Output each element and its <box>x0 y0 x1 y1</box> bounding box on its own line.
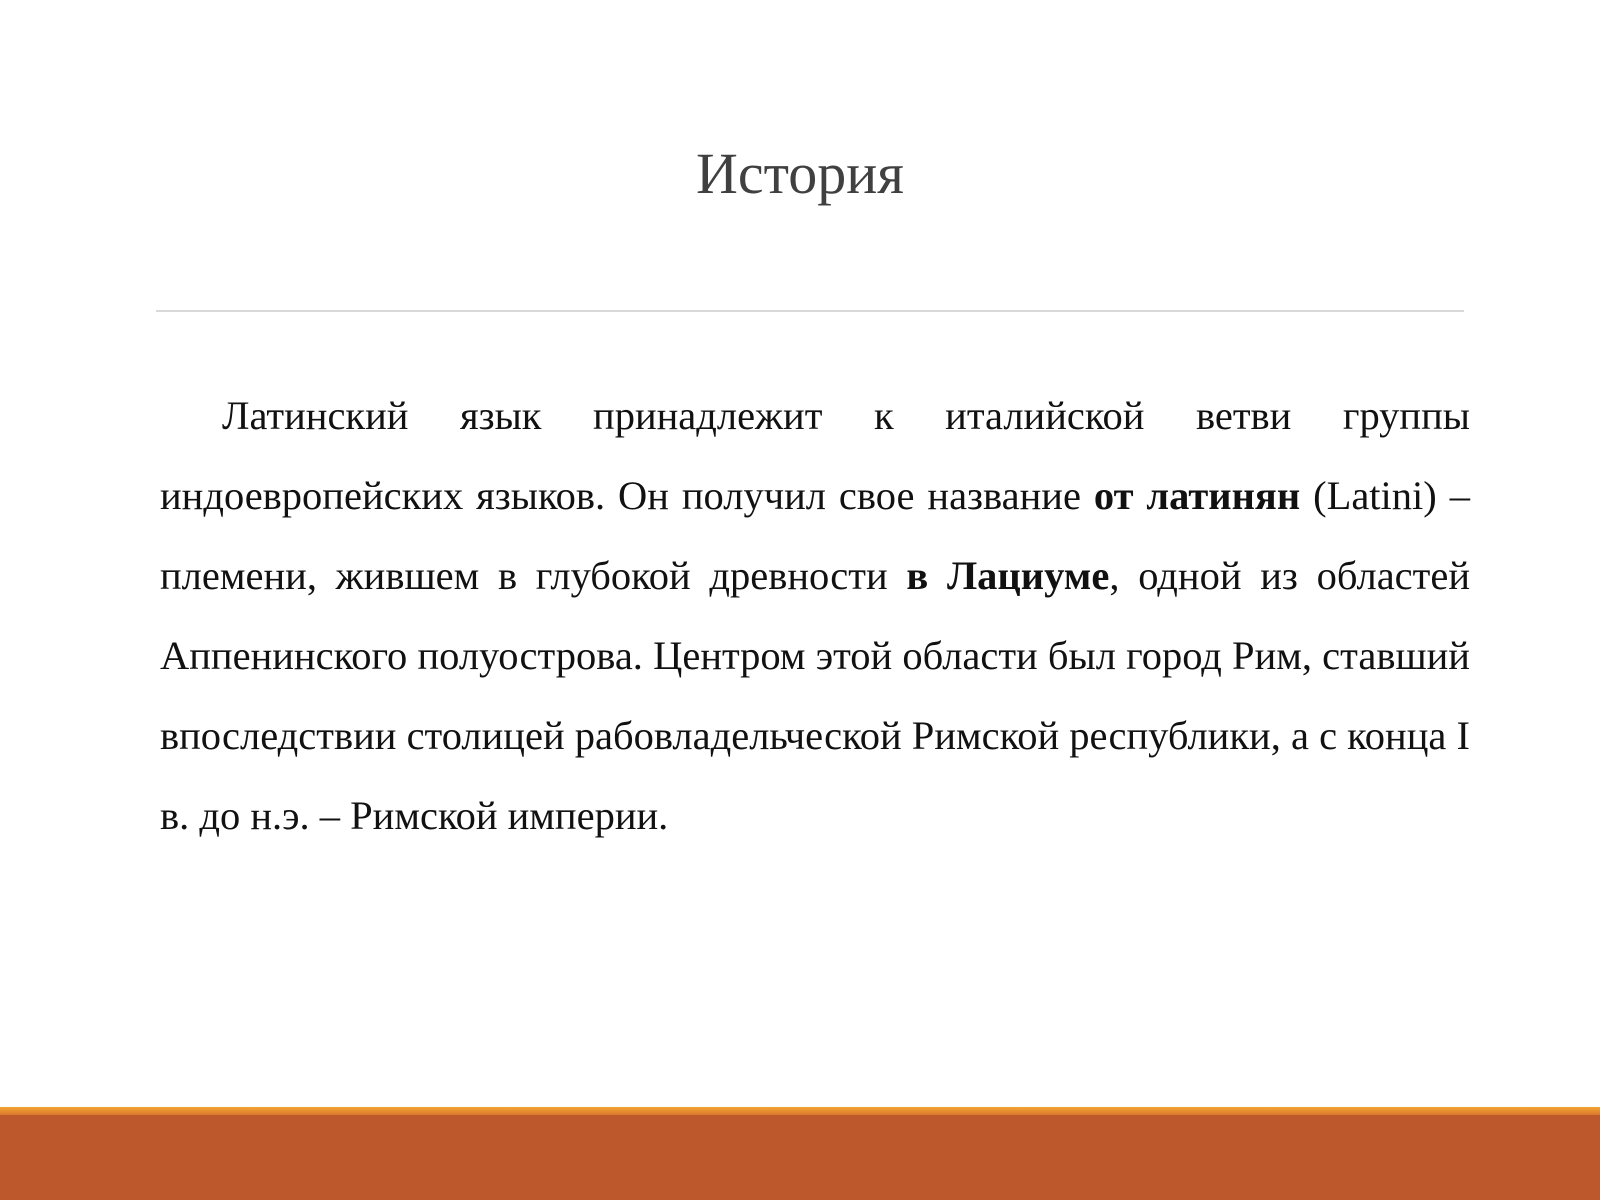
slide-title: История <box>696 141 904 206</box>
body-bold-segment-latins: от латинян <box>1093 473 1301 518</box>
body-paragraph <box>160 376 1470 856</box>
footer-bar <box>0 1107 1600 1200</box>
body-text-segment: (Latini) – племени, жившем в глубокой древности <box>160 473 1470 598</box>
body-text-segment: Латинский язык принадлежит к италийской ветви группы индоевропейских языков. Он получил свое название <box>160 393 1470 518</box>
body-bold-segment-latium: в Лациуме <box>906 553 1110 598</box>
body-text-segment: , одной из областей Аппенинского полуострова. Центром этой области был город Рим, ставший впоследствии столицей рабовладельческой Римской республики, а с конца I в. до н.э. – Римской империи. <box>160 553 1470 838</box>
title-divider <box>156 310 1464 312</box>
footer-accent-stripe <box>0 1107 1600 1115</box>
